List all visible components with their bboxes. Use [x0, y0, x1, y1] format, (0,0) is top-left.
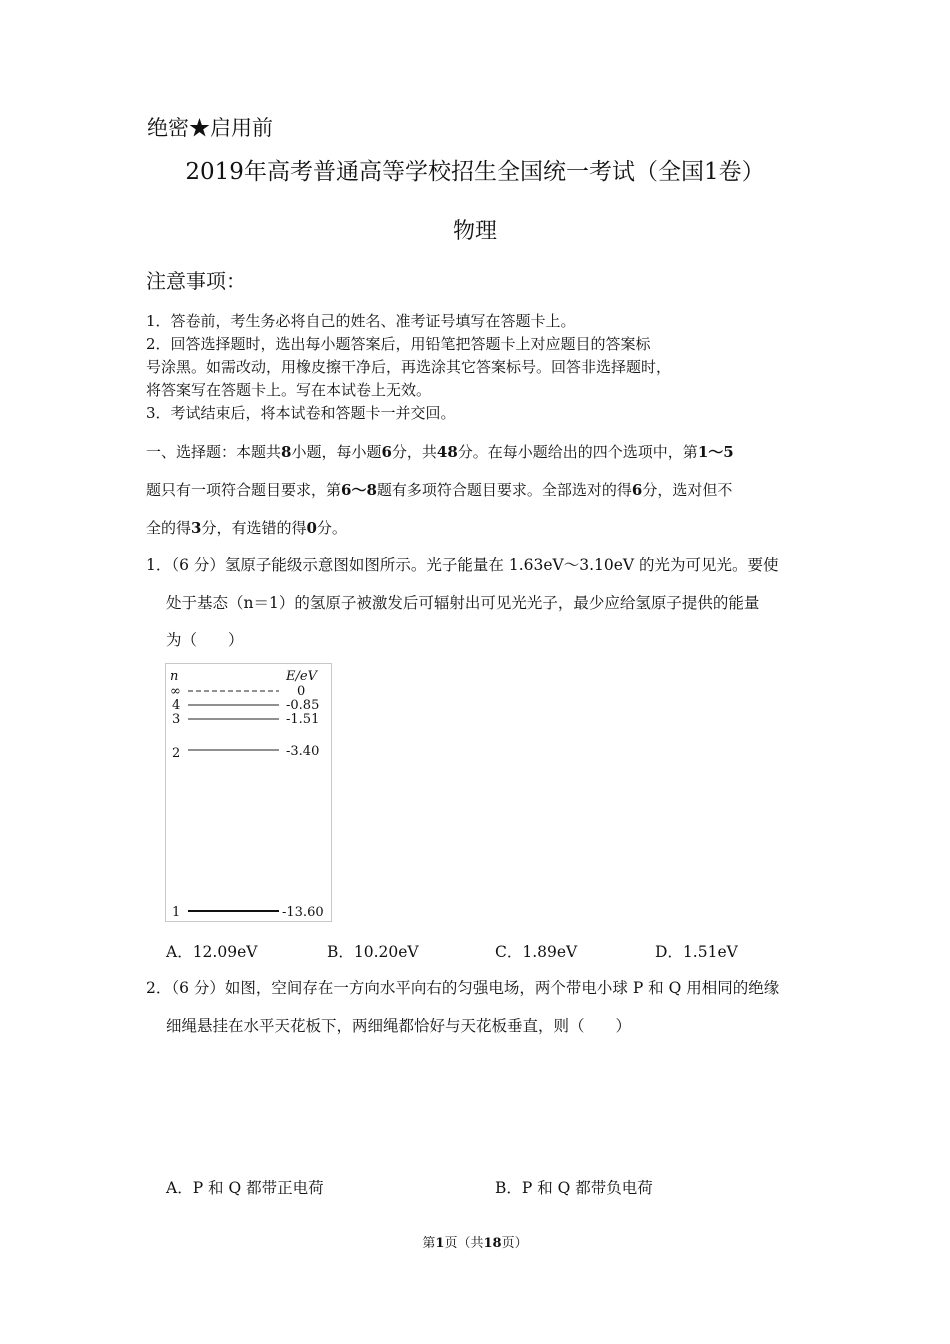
text: 分，有选错的得	[201, 519, 307, 537]
text: 题有多项符合题目要求。全部选对的得	[376, 481, 632, 499]
text: 6～8	[341, 481, 377, 499]
notice-line: 号涂黑。如需改动，用橡皮擦干净后，再选涂其它答案标号。回答非选择题时，	[146, 358, 672, 376]
level-energy-label: 0	[297, 684, 306, 699]
option-d[interactable]: D．1.51eV	[655, 943, 738, 961]
text: 3	[191, 519, 202, 537]
text: 一、选择题：本题共	[146, 443, 282, 461]
text: 1～5	[697, 443, 734, 461]
page-footer	[0, 1232, 950, 1251]
text: 页（共	[444, 1236, 484, 1251]
text: 分，选对但不	[642, 481, 733, 499]
option-c[interactable]: C．1.89eV	[495, 943, 578, 961]
text: 小题，每小题	[291, 443, 382, 461]
level-energy-label: -3.40	[286, 744, 320, 759]
text: 分。在每小题给出的四个选项中，第	[457, 443, 698, 461]
notice-line: 将答案写在答题卡上。写在本试卷上无效。	[146, 381, 432, 399]
energy-axis-label: E/eV	[286, 669, 317, 684]
section-intro-line	[146, 479, 732, 500]
text: 6	[381, 443, 392, 461]
text: 48	[436, 443, 458, 461]
question-2-text: 细绳悬挂在水平天花板下，两细绳都恰好与天花板垂直，则（ ）	[166, 1017, 632, 1035]
notice-line: 2．回答选择题时，选出每小题答案后，用铅笔把答题卡上对应题目的答案标	[146, 335, 651, 353]
confidential-label: 绝密★启用前	[147, 116, 273, 140]
notice-line: 3．考试结束后，将本试卷和答题卡一并交回。	[146, 404, 456, 422]
level-energy-label: -13.60	[282, 905, 324, 920]
text: 0	[306, 519, 317, 537]
option-b[interactable]: B．P 和 Q 都带负电荷	[495, 1179, 653, 1197]
notice-line: 1．答卷前，考生务必将自己的姓名、准考证号填写在答题卡上。	[146, 312, 576, 330]
option-a[interactable]: A．12.09eV	[166, 943, 258, 961]
level-n-label: ∞	[170, 684, 181, 699]
question-1-text: 1．（6 分）氢原子能级示意图如图所示。光子能量在 1.63eV～3.10eV 的光为可见光。要使	[146, 556, 779, 574]
text: 全的得	[146, 519, 192, 537]
question-1-text: 为（ ）	[166, 631, 244, 649]
text: 页）	[501, 1236, 528, 1251]
level-n-label: 1	[172, 905, 181, 920]
level-energy-label: -1.51	[286, 712, 320, 727]
text: 第	[422, 1236, 436, 1251]
section-intro-line	[146, 517, 347, 538]
text: 8	[281, 443, 292, 461]
page-total: 18	[483, 1236, 502, 1251]
level-n-label: 2	[172, 746, 181, 761]
energy-level-svg	[166, 664, 331, 921]
level-energy-label: -0.85	[286, 698, 320, 713]
option-a[interactable]: A．P 和 Q 都带正电荷	[166, 1179, 324, 1197]
exam-title: 2019年高考普通高等学校招生全国统一考试（全国1卷）	[185, 159, 765, 185]
level-n-label: 4	[172, 698, 181, 713]
text: 分。	[316, 519, 347, 537]
text: 题只有一项符合题目要求，第	[146, 481, 342, 499]
notice-heading: 注意事项：	[146, 269, 246, 293]
text: 分，共	[391, 443, 437, 461]
page-number: 1	[435, 1236, 445, 1251]
subject-title: 物理	[452, 219, 497, 244]
n-axis-label: n	[170, 669, 179, 684]
text: 6	[631, 481, 643, 499]
section-intro-line	[146, 441, 734, 462]
energy-level-diagram	[165, 663, 332, 922]
option-b[interactable]: B．10.20eV	[327, 943, 419, 961]
question-1-text: 处于基态（n＝1）的氢原子被激发后可辐射出可见光光子，最少应给氢原子提供的能量	[166, 594, 760, 612]
question-2-text: 2．（6 分）如图，空间存在一方向水平向右的匀强电场，两个带电小球 P 和 Q 用相同的绝缘	[146, 979, 780, 997]
level-n-label: 3	[172, 712, 181, 727]
